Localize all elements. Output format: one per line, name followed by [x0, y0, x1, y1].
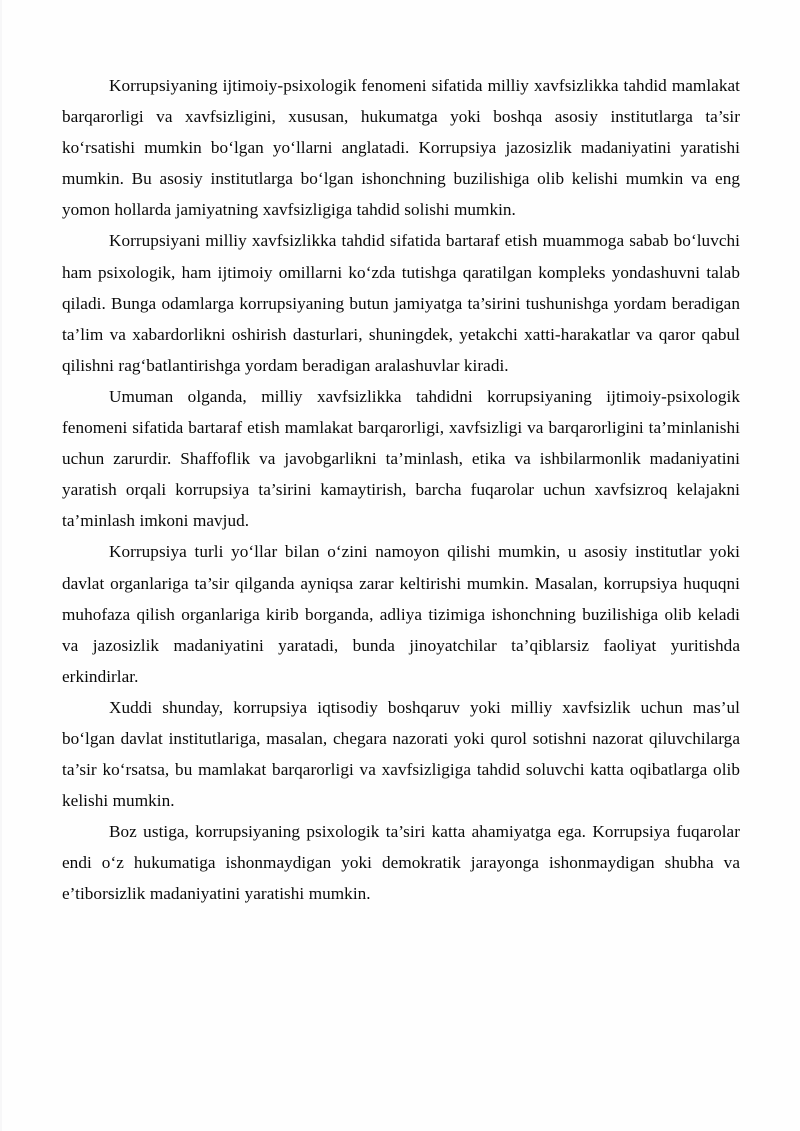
paragraph-2: Korrupsiyani milliy xavfsizlikka tahdid sifatida bartaraf etish muammoga sabab boʻluvchi ham psixologik, ham ijtimoiy omillarni koʻzda tutishga qaratilgan kompleks yondashuvni talab qiladi. Bunga odamlarga korrupsiyaning butun jamiyatga ta’sirini tushunishga yordam beradigan ta’lim va xabardorlikni oshirish dasturlari, shuningdek, yetakchi xatti-harakatlar va qaror qabul qilishni ragʻbatlantirishga yordam beradigan aralashuvlar kiradi. — [62, 231, 740, 375]
paragraph-4: Korrupsiya turli yoʻllar bilan oʻzini namoyon qilishi mumkin, u asosiy institutlar yoki davlat organlariga ta’sir qilganda ayniqsa zarar keltirishi mumkin. Masalan, korrupsiya huquqni muhofaza qilish organlariga kirib borganda, adliya tizimiga ishonchning buzilishiga olib keladi va jazosizlik madaniyatini yaratadi, bunda jinoyatchilar ta’qiblarsiz faoliyat yuritishda erkindirlar. — [62, 542, 740, 686]
paragraph-5: Xuddi shunday, korrupsiya iqtisodiy boshqaruv yoki milliy xavfsizlik uchun mas’ul boʻlgan davlat institutlariga, masalan, chegara nazorati yoki qurol sotishni nazorat qiluvchilarga ta’sir koʻrsatsa, bu mamlakat barqarorligi va xavfsizligiga tahdid soluvchi katta oqibatlarga olib kelishi mumkin. — [62, 697, 740, 811]
paragraph-3: Umuman olganda, milliy xavfsizlikka tahdidni korrupsiyaning ijtimoiy-psixologik fenomeni sifatida bartaraf etish mamlakat barqarorligi, xavfsizligi va barqarorligini ta’minlanishi uchun zarurdir. Shaffoflik va javobgarlikni ta’minlash, etika va ishbilarmonlik madaniyatini yaratish orqali korrupsiya ta’sirini kamaytirish, barcha fuqarolar uchun xavfsizroq kelajakni ta’minlash imkoni mavjud. — [62, 386, 740, 531]
paragraph-6: Boz ustiga, korrupsiyaning psixologik ta’siri katta ahamiyatga ega. Korrupsiya fuqarolar endi oʻz hukumatiga ishonmaydigan yoki demokratik jarayonga ishonmaydigan shubha va e’tiborsizlik madaniyatini yaratishi mumkin. — [62, 822, 740, 904]
document-text-body — [62, 70, 740, 910]
paragraph-1: Korrupsiyaning ijtimoiy-psixologik fenomeni sifatida milliy xavfsizlikka tahdid mamlakat barqarorligi va xavfsizligini, xususan, hukumatga yoki boshqa asosiy institutlarga ta’sir koʻrsatishi mumkin boʻlgan yoʻllarni anglatadi. Korrupsiya jazosizlik madaniyatini yaratishi mumkin. Bu asosiy institutlarga boʻlgan ishonchning buzilishiga olib kelishi mumkin va eng yomon hollarda jamiyatning xavfsizligiga tahdid solishi mumkin. — [62, 76, 740, 220]
page-left-edge — [0, 0, 2, 1131]
